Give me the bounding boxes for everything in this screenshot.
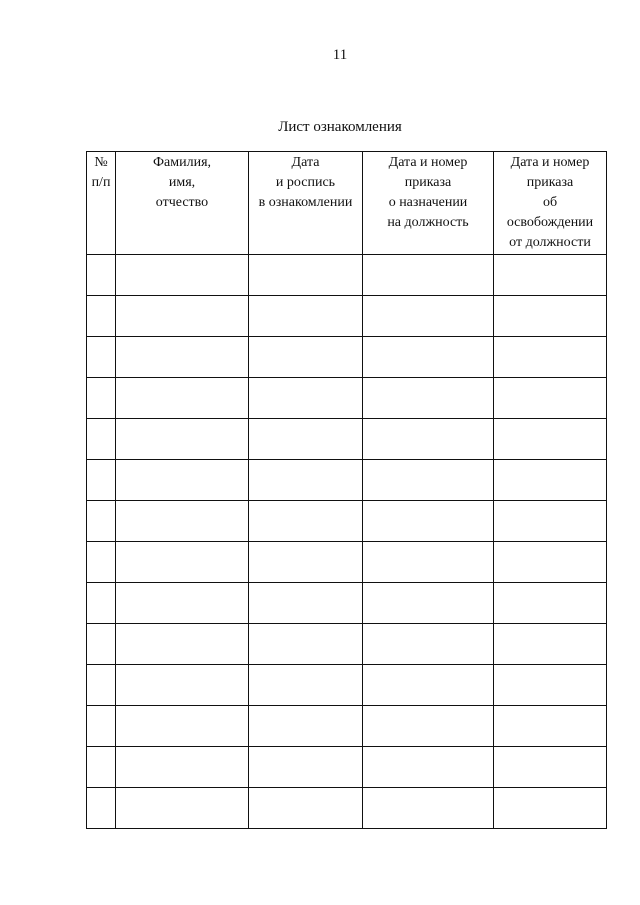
header-date-signature [249,152,363,255]
table-cell [116,665,249,706]
table-cell [249,542,363,583]
table-cell [249,706,363,747]
table-cell [116,255,249,296]
table-cell [87,706,116,747]
table-cell [494,255,607,296]
header-full-name-label: Фамилия, имя, отчество [152,155,212,210]
table-cell [363,419,494,460]
table-cell [249,501,363,542]
table-cell [116,747,249,788]
table-cell [363,747,494,788]
table-row [87,542,607,583]
table-cell [494,706,607,747]
table-cell [87,665,116,706]
table-cell [494,665,607,706]
table-cell [249,747,363,788]
table-cell [116,378,249,419]
header-number-label: № п/п [91,155,111,190]
page-number: 11 [332,47,348,63]
table-cell [494,378,607,419]
table-cell [116,706,249,747]
table-row [87,788,607,829]
table-cell [494,542,607,583]
table-cell [116,542,249,583]
table-cell [87,378,116,419]
table-cell [87,296,116,337]
table-cell [494,296,607,337]
table-cell [87,255,116,296]
table-row [87,665,607,706]
table-cell [363,378,494,419]
table-cell [116,419,249,460]
table-cell [249,624,363,665]
table-cell [494,419,607,460]
table-cell [116,460,249,501]
table-cell [363,788,494,829]
table-cell [249,419,363,460]
table-cell [249,255,363,296]
table-cell [363,296,494,337]
table-cell [116,337,249,378]
acquaintance-table [86,151,607,829]
table-cell [494,624,607,665]
table-cell [249,378,363,419]
table-cell [116,296,249,337]
table-cell [363,665,494,706]
table-cell [363,706,494,747]
header-number [87,152,116,255]
table-cell [87,542,116,583]
table-cell [363,501,494,542]
table-row [87,378,607,419]
table-cell [249,788,363,829]
table-cell [249,665,363,706]
table-cell [87,788,116,829]
table-cell [363,583,494,624]
table-cell [494,337,607,378]
table-cell [363,255,494,296]
table-cell [87,501,116,542]
table-row [87,501,607,542]
table-cell [249,583,363,624]
table-cell [87,460,116,501]
sheet-title: Лист ознакомления [278,119,402,135]
header-date-signature-label: Дата и роспись в ознакомлении [258,155,353,210]
table-cell [363,460,494,501]
table-cell [87,747,116,788]
table-cell [363,624,494,665]
table-cell [116,501,249,542]
table-cell [116,583,249,624]
table-cell [494,788,607,829]
table-row [87,460,607,501]
table-row [87,624,607,665]
header-appointment-order [363,152,494,255]
header-dismissal-order [494,152,607,255]
table-cell [363,542,494,583]
table-cell [494,460,607,501]
table-cell [87,583,116,624]
header-full-name [116,152,249,255]
table-cell [494,501,607,542]
table-cell [494,583,607,624]
table-cell [249,337,363,378]
header-dismissal-order-label: Дата и номер приказа об освобождении от должности [506,155,594,250]
table-row [87,419,607,460]
table-body [87,255,607,829]
table-row [87,337,607,378]
table-cell [87,419,116,460]
table-cell [363,337,494,378]
table-cell [494,747,607,788]
header-appointment-order-label: Дата и номер приказа о назначении на должность [387,155,469,230]
table-cell [249,460,363,501]
table-cell [87,337,116,378]
table-row [87,255,607,296]
table-cell [87,624,116,665]
table-row [87,747,607,788]
table-row [87,583,607,624]
table-row [87,706,607,747]
table-cell [249,296,363,337]
table-row [87,296,607,337]
table-cell [116,624,249,665]
table-cell [116,788,249,829]
table-header-row [87,152,607,255]
